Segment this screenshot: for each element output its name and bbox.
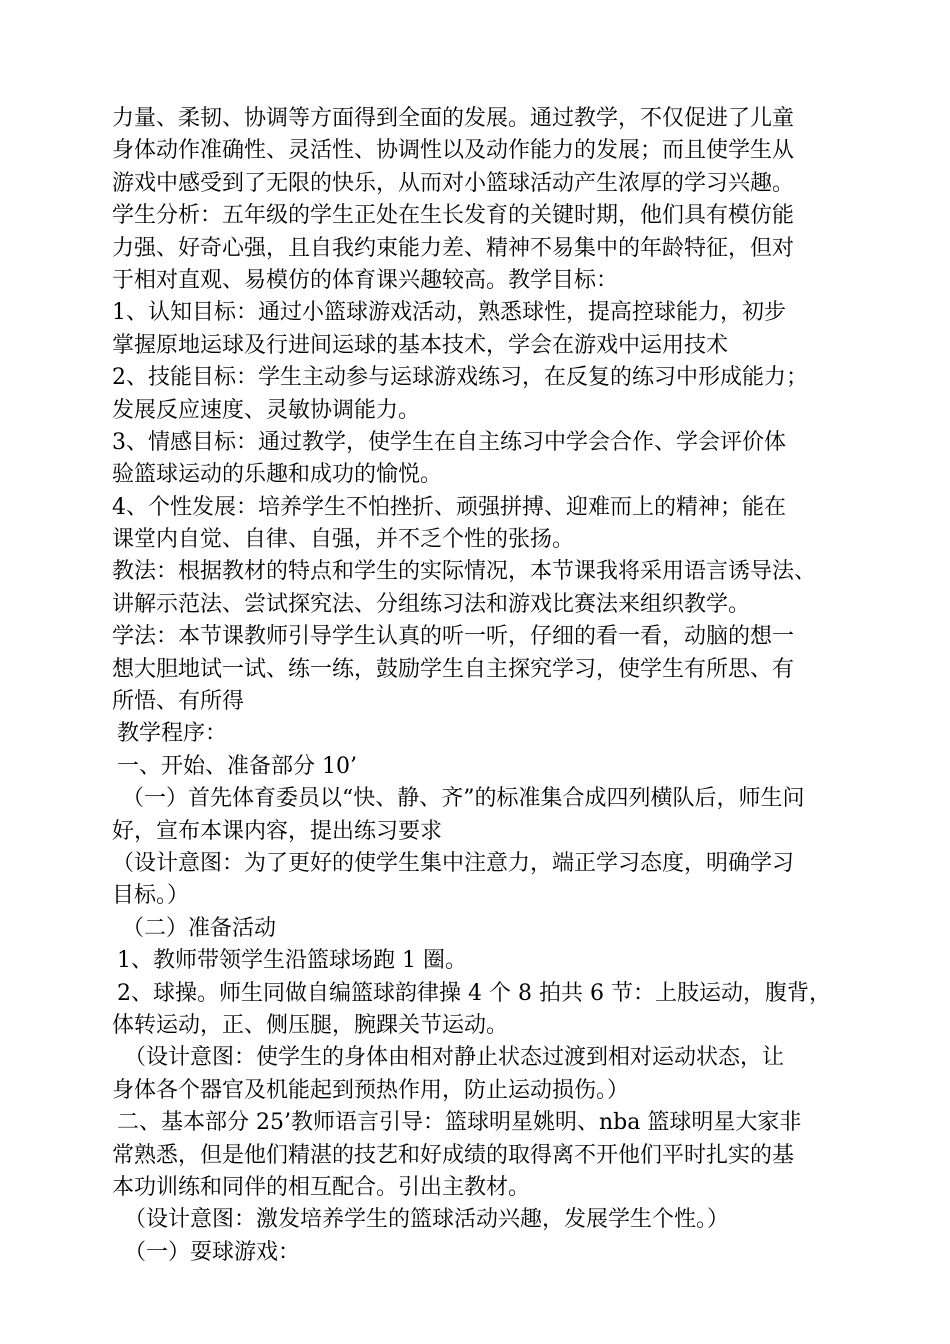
text-line: 体转运动，正、侧压腿，腕踝关节运动。: [112, 1012, 509, 1038]
text-line: 4、个性发展：培养学生不怕挫折、顽强拼搏、迎难而上的精神；能在: [112, 494, 786, 520]
text-line: 所悟、有所得: [112, 689, 245, 715]
text-line: 2、球操。师生同做自编篮球韵律操 4 个 8 拍共 6 节：上肢运动，腹背，: [117, 980, 831, 1006]
text-line: 本功训练和同伴的相互配合。引出主教材。: [112, 1174, 531, 1200]
section-heading: 二、基本部分 25’教师语言引导：篮球明星姚明、nba 篮球明星大家非: [117, 1110, 802, 1136]
text-line: 身体动作准确性、灵活性、协调性以及动作能力的发展；而且使学生从: [112, 138, 795, 164]
text-line: 力强、好奇心强，且自我约束能力差、精神不易集中的年龄特征，但对: [112, 235, 795, 261]
text-line: （设计意图：为了更好的使学生集中注意力，端正学习态度，明确学习: [112, 850, 795, 876]
text-line: 验篮球运动的乐趣和成功的愉悦。: [112, 462, 443, 488]
text-line: 讲解示范法、尝试探究法、分组练习法和游戏比赛法来组织教学。: [112, 591, 751, 617]
section-heading: （一）耍球游戏：: [124, 1239, 301, 1265]
text-line: 好，宣布本课内容，提出练习要求: [112, 818, 443, 844]
text-line: 目标。）: [112, 883, 190, 909]
text-line: （一）首先体育委员以“快、静、齐”的标准集合成四列横队后，师生问: [122, 786, 805, 812]
text-line: 3、情感目标：通过教学，使学生在自主练习中学会合作、学会评价体: [112, 429, 786, 455]
text-line: 1、教师带领学生沿篮球场跑 1 圈。: [117, 948, 467, 974]
text-line: 掌握原地运球及行进间运球的基本技术，学会在游戏中运用技术: [112, 332, 729, 358]
text-line: 学法：本节课教师引导学生认真的听一听，仔细的看一看，动脑的想一: [112, 624, 795, 650]
document-body: [112, 103, 842, 1269]
text-line: 2、技能目标：学生主动参与运球游戏练习，在反复的练习中形成能力；: [112, 365, 808, 391]
text-line: 学生分析：五年级的学生正处在生长发育的关键时期，他们具有模仿能: [112, 203, 795, 229]
text-line: 游戏中感受到了无限的快乐，从而对小篮球活动产生浓厚的学习兴趣。: [112, 170, 795, 196]
text-line: 课堂内自觉、自律、自强，并不乏个性的张扬。: [112, 527, 575, 553]
section-heading: （二）准备活动: [122, 915, 277, 941]
section-heading: 教学程序：: [117, 721, 228, 747]
text-line: 力量、柔韧、协调等方面得到全面的发展。通过教学，不仅促进了儿童: [112, 106, 795, 131]
section-heading: 一、开始、准备部分 10’: [117, 753, 357, 779]
text-line: 想大胆地试一试、练一练，鼓励学生自主探究学习，使学生有所思、有: [112, 656, 795, 682]
text-line: 身体各个器官及机能起到预热作用，防止运动损伤。）: [112, 1077, 630, 1103]
text-line: （设计意图：使学生的身体由相对静止状态过渡到相对运动状态，让: [124, 1045, 785, 1071]
text-line: （设计意图：激发培养学生的篮球活动兴趣，发展学生个性。）: [124, 1207, 730, 1233]
text-line: 1、认知目标：通过小篮球游戏活动，熟悉球性，提高控球能力，初步: [112, 300, 786, 326]
text-line: 教法：根据教材的特点和学生的实际情况，本节课我将采用语言诱导法、: [112, 559, 817, 585]
text-line: 于相对直观、易模仿的体育课兴趣较高。教学目标：: [112, 267, 619, 293]
text-line: 常熟悉，但是他们精湛的技艺和好成绩的取得离不开他们平时扎实的基: [112, 1142, 795, 1168]
text-line: 发展反应速度、灵敏协调能力。: [112, 397, 421, 423]
